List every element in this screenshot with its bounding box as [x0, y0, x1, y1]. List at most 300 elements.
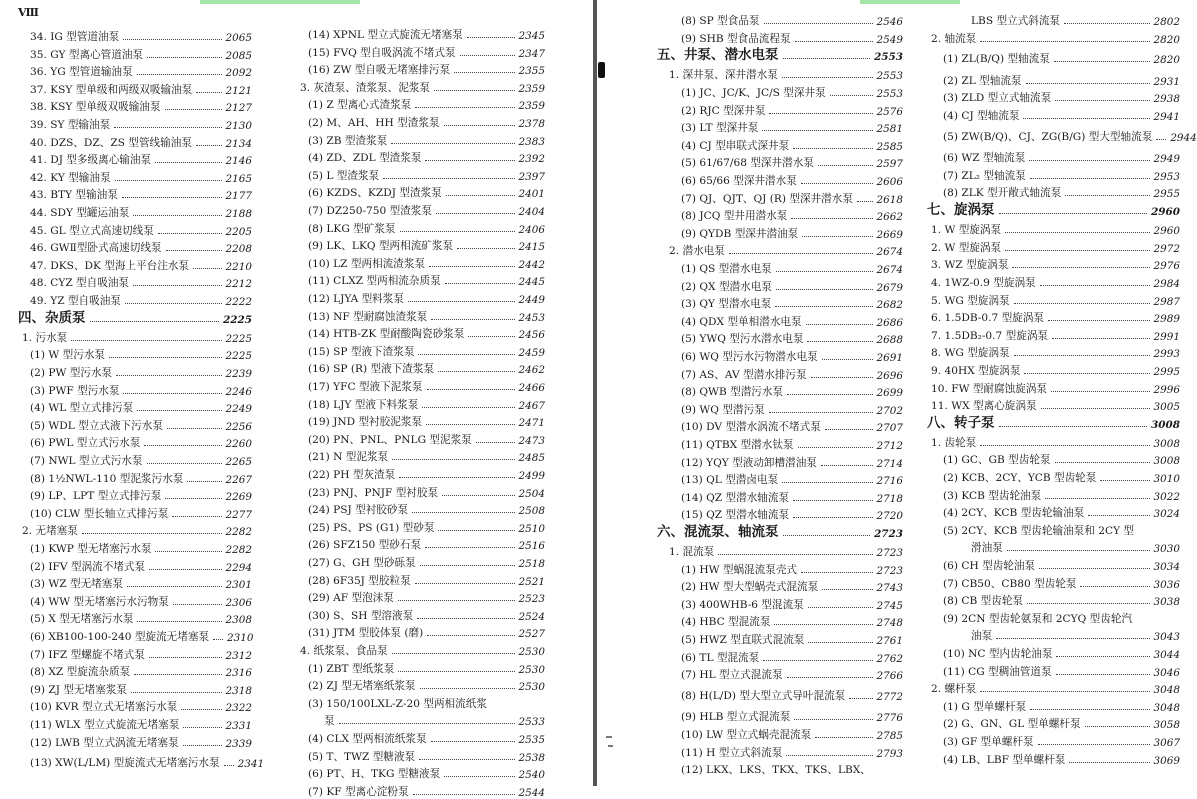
- page-ref: 2459: [518, 346, 545, 359]
- page-ref: 2716: [876, 475, 903, 488]
- page-ref: 2679: [876, 281, 903, 294]
- page-ref: 2225: [223, 313, 252, 326]
- toc-entry: [943, 715, 1180, 731]
- page-ref: 2146: [225, 155, 252, 168]
- entry-title: (9) HLB 型立式混流泵: [681, 711, 791, 724]
- entry-title: 45. GL 型立式高速切线泵: [30, 224, 154, 237]
- page-ref: 2473: [518, 434, 545, 447]
- page-ref: 2269: [225, 491, 252, 504]
- leader-dots: [383, 178, 514, 179]
- toc-entry: [30, 558, 252, 574]
- toc-entry: [30, 28, 252, 44]
- toc-entry: [30, 734, 252, 750]
- leader-dots: [764, 23, 873, 24]
- page-ref: 2553: [874, 51, 903, 64]
- leader-dots: [420, 688, 515, 689]
- entry-title: 4. 纸浆泵、食品泵: [300, 645, 388, 657]
- leader-dots: [769, 412, 873, 413]
- leader-dots: [1056, 674, 1150, 675]
- toc-section: [931, 274, 1180, 290]
- leader-dots: [445, 283, 515, 284]
- toc-entry: [30, 151, 252, 167]
- entry-title: (10) DV 型潜水涡流不堵式泵: [681, 421, 821, 434]
- entry-title: (8) LKG 型矿浆泵: [308, 222, 396, 235]
- leader-dots: [769, 113, 872, 114]
- entry-title: (8) CB 型齿轮泵: [943, 595, 1024, 608]
- toc-entry: [681, 137, 903, 153]
- page-ref: 2282: [225, 526, 252, 539]
- entry-title: 46. GWⅡ型卧式高速切线泵: [30, 242, 162, 255]
- entry-title: 47. DKS、DK 型海上平台注水泵: [30, 259, 189, 272]
- toc-entry: [30, 417, 252, 433]
- leader-dots: [398, 671, 514, 672]
- page-ref: 2065: [225, 32, 252, 44]
- leader-dots: [165, 498, 221, 499]
- entry-title: (4) CLX 型两相流纸浆泵: [308, 733, 427, 745]
- page-ref: 2538: [518, 751, 545, 764]
- toc-entry: [681, 596, 903, 612]
- toc-entry: [30, 222, 252, 238]
- leader-dots: [793, 148, 872, 149]
- page-ref: 2355: [518, 65, 545, 78]
- leader-dots: [1051, 391, 1150, 392]
- leader-dots: [1100, 480, 1149, 481]
- toc-entry: [943, 50, 1180, 66]
- entry-title: 10. FW 型耐腐蚀旋涡泵: [931, 382, 1047, 395]
- leader-dots: [1064, 23, 1150, 24]
- leader-dots: [115, 180, 222, 181]
- entry-title: (5) L 型渣浆泵: [308, 169, 380, 182]
- page-ref: 2134: [225, 137, 252, 150]
- entry-title: 6. 1.5DB-0.7 型旋涡泵: [931, 312, 1044, 325]
- leader-dots: [155, 162, 221, 163]
- toc-chapter: [927, 415, 1180, 431]
- leader-dots: [1039, 568, 1149, 569]
- toc-entry: [308, 501, 545, 517]
- toc-entry: [308, 202, 545, 218]
- leader-dots: [181, 709, 221, 710]
- entry-title: (24) PSJ 型衬胶砂泵: [308, 504, 409, 517]
- page-ref: 2401: [518, 188, 545, 201]
- page-ref: 2533: [518, 716, 545, 729]
- page-ref: 2294: [225, 561, 252, 574]
- leader-dots: [109, 357, 222, 358]
- entry-title: (9) LK、LKQ 型两相流矿浆泵: [308, 240, 454, 253]
- entry-title: 1. 深井泵、深井潜水泵: [669, 69, 778, 82]
- entry-title: (2) M、AH、HH 型渣浆泵: [308, 117, 440, 129]
- toc-entry: [308, 325, 545, 341]
- entry-title: (7) DZ250-750 型渣浆泵: [308, 205, 432, 217]
- page-ref: 2941: [1153, 111, 1180, 123]
- leader-dots: [431, 741, 515, 742]
- page-ref: 2471: [518, 417, 545, 430]
- toc-entry: [30, 382, 252, 398]
- page-ref: 2723: [876, 564, 903, 577]
- toc-entry: [308, 61, 545, 77]
- page-ref: 2306: [225, 596, 252, 609]
- page-ref: 2712: [876, 439, 903, 452]
- entry-title: (4) HBC 型混流泵: [681, 616, 771, 629]
- page-ref: 2456: [518, 329, 545, 342]
- toc-section: [22, 522, 252, 538]
- page-ref: 2310: [227, 631, 254, 644]
- entry-title: (1) Z 型离心式渣浆泵: [308, 99, 412, 112]
- leader-dots: [1048, 320, 1150, 321]
- page-ref: 2249: [225, 403, 252, 416]
- entry-title: 1. W 型旋涡泵: [931, 224, 1002, 237]
- page-ref: 2085: [225, 49, 252, 62]
- leader-dots: [802, 236, 872, 237]
- toc-entry: [943, 557, 1180, 573]
- page-ref: 2546: [876, 16, 903, 28]
- entry-title: (9) LP、LPT 型立式排污泵: [30, 490, 162, 503]
- toc-entry: [971, 12, 1180, 28]
- entry-title: (9) 2CN 型齿轮氨泵和 2CYQ 型齿轮汽: [943, 612, 1133, 625]
- toc-entry: [308, 677, 545, 693]
- leader-dots: [134, 674, 221, 675]
- leader-dots: [808, 607, 873, 608]
- entry-title: (1) JC、JC/K、JC/S 型深井泵: [681, 86, 826, 99]
- toc-entry: [308, 96, 545, 112]
- leader-dots: [454, 72, 514, 73]
- entry-title: (19) JND 型衬胶泥浆泵: [308, 416, 423, 429]
- entry-title: (7) HL 型立式混流泵: [681, 669, 783, 682]
- entry-title: (9) WQ 型潜污泵: [681, 403, 765, 416]
- entry-title: (1) G 型单螺杆泵: [943, 700, 1027, 713]
- page-ref: 2210: [225, 260, 252, 273]
- toc-entry: [308, 765, 545, 781]
- entry-title: LBS 型立式斜流泵: [971, 15, 1061, 27]
- page-ref: 2265: [225, 455, 252, 468]
- toc-entry: [943, 451, 1180, 467]
- entry-title: 11. WX 型离心旋涡泵: [931, 400, 1037, 413]
- toc-entry: [681, 102, 903, 118]
- toc-entry: [681, 761, 903, 777]
- leader-dots: [798, 447, 873, 448]
- page-ref: 2996: [1153, 383, 1180, 396]
- leader-dots: [1045, 498, 1149, 499]
- page-ref: 2301: [225, 579, 252, 592]
- page-ref: 2331: [225, 719, 252, 732]
- toc-entry: [681, 687, 903, 703]
- toc-entry: [943, 89, 1180, 105]
- entry-title: (5) WDL 型立式液下污水泵: [30, 419, 163, 432]
- leader-dots: [427, 389, 515, 390]
- leader-dots: [1080, 586, 1149, 587]
- page-ref: 2714: [876, 457, 903, 470]
- page-ref: 2776: [876, 712, 903, 725]
- toc-entry: [30, 239, 252, 255]
- entry-title: 36. YG 型管道输油泵: [30, 66, 133, 79]
- leader-dots: [1014, 303, 1150, 304]
- leader-dots: [999, 213, 1148, 214]
- leader-dots: [1055, 462, 1150, 463]
- entry-title: 37. KSY 型单级和两级双吸输油泵: [30, 83, 193, 96]
- entry-title: 34. IG 型管道油泵: [30, 31, 120, 43]
- page-ref: 3030: [1153, 543, 1180, 556]
- toc-entry: [308, 748, 545, 764]
- page-ref: 2544: [518, 786, 545, 799]
- toc-entry: [308, 149, 545, 165]
- leader-dots: [114, 127, 221, 128]
- entry-title: (5) 2CY、KCB 型齿轮输油泵和 2CY 型: [943, 524, 1135, 537]
- leader-dots: [165, 109, 222, 110]
- page-ref: 3005: [1153, 401, 1180, 414]
- leader-dots: [996, 638, 1149, 639]
- page-ref: 2530: [518, 663, 545, 676]
- entry-title: (10) LZ 型两相流渣浆泵: [308, 257, 426, 270]
- toc-entry: [308, 255, 545, 271]
- leader-dots: [1030, 709, 1149, 710]
- toc-entry: [30, 46, 252, 62]
- toc-entry: [30, 505, 252, 521]
- right-page: [597, 0, 1197, 786]
- page-ref: 2282: [225, 543, 252, 556]
- entry-title: (4) 2CY、KCB 型齿轮输油泵: [943, 507, 1085, 520]
- page-ref: 2696: [876, 369, 903, 382]
- toc-entry: [681, 649, 903, 665]
- left-page: [0, 0, 593, 799]
- leader-dots: [980, 445, 1149, 446]
- leader-dots: [400, 231, 515, 232]
- leader-dots: [1052, 338, 1150, 339]
- entry-title: (1) KWP 型无堵塞污水泵: [30, 542, 152, 555]
- toc-entry: [681, 489, 903, 505]
- entry-title: (16) ZW 型自吸无堵塞排污泵: [308, 64, 451, 77]
- entry-title: (2) QX 型潜水电泵: [681, 280, 772, 293]
- page-ref: 2530: [518, 681, 545, 694]
- page-ref: 3008: [1151, 418, 1180, 431]
- leader-dots: [795, 41, 873, 42]
- entry-title: (6) WQ 型污水污物潜水电泵: [681, 350, 818, 363]
- entry-title: (3) GF 型单螺杆泵: [943, 736, 1034, 748]
- leader-dots: [425, 547, 515, 548]
- toc-entry: [943, 575, 1180, 591]
- page-ref: 2718: [876, 492, 903, 505]
- toc-entry: [308, 220, 545, 236]
- page-ref: 2277: [225, 508, 252, 521]
- toc-section: [931, 680, 1180, 696]
- page-ref: 2406: [518, 223, 545, 236]
- page-ref: 2392: [518, 153, 545, 166]
- entry-title: (1) W 型污水泵: [30, 349, 106, 362]
- leader-dots: [1040, 285, 1150, 286]
- leader-dots: [137, 74, 222, 75]
- leader-dots: [783, 58, 871, 59]
- leader-dots: [415, 107, 514, 108]
- entry-title: 3. 灰渣泵、渣浆泵、泥浆泵: [300, 81, 431, 94]
- entry-title: 48. CYZ 型自吸油泵: [30, 277, 130, 290]
- entry-title: (8) QWB 型潜污水泵: [681, 386, 784, 399]
- entry-title: (6) CH 型齿轮油泵: [943, 560, 1036, 572]
- page-ref: 2359: [518, 100, 545, 113]
- entry-title: (11) CG 型稠油管道泵: [943, 665, 1052, 678]
- entry-title: (12) YQY 型液动卸槽潜油泵: [681, 456, 817, 469]
- toc-entry: [308, 132, 545, 148]
- toc-entry: [681, 631, 903, 647]
- toc-entry: [943, 645, 1180, 661]
- page-ref: 2995: [1153, 365, 1180, 378]
- page-ref: 2745: [876, 599, 903, 612]
- entry-title: (3) 150/100LXL-Z-20 型两相流纸浆: [308, 697, 487, 710]
- entry-title: (7) ZL₂ 型轴流泵: [943, 169, 1026, 182]
- toc-entry: [30, 434, 252, 450]
- leader-dots: [224, 765, 234, 766]
- entry-title: (7) KF 型离心淀粉泵: [308, 785, 409, 798]
- leader-dots: [167, 428, 222, 429]
- page-ref: 2949: [1153, 153, 1180, 166]
- entry-title: (13) QL 型潜卤电泵: [681, 474, 779, 487]
- toc-entry: [30, 364, 252, 380]
- entry-title: (6) WZ 型轴流泵: [943, 152, 1026, 165]
- entry-title: 49. YZ 型自吸油泵: [30, 295, 121, 307]
- page-ref: 2383: [518, 135, 545, 148]
- toc-section: [669, 242, 903, 258]
- leader-dots: [1030, 178, 1150, 179]
- toc-section: [931, 256, 1180, 272]
- entry-title: (2) KCB、2CY、YCB 型齿轮泵: [943, 472, 1097, 484]
- page-ref: 2453: [518, 311, 545, 324]
- entry-title: (11) QTBX 型潜水钛泵: [681, 438, 794, 451]
- entry-title: (14) XPNL 型立式旋流无堵塞泵: [308, 29, 463, 41]
- toc-entry: [308, 448, 545, 464]
- page-ref: 2208: [225, 243, 252, 256]
- leader-dots: [133, 215, 221, 216]
- toc-entry: [30, 81, 252, 97]
- leader-dots: [822, 359, 873, 360]
- leader-dots: [131, 692, 222, 693]
- entry-title: (7) NWL 型立式污水泵: [30, 454, 143, 467]
- toc-entry: [943, 504, 1180, 520]
- leader-dots: [1007, 550, 1150, 551]
- page-ref: 2720: [876, 510, 903, 523]
- entry-title: (16) SP (R) 型液下渣浆泵: [308, 363, 435, 376]
- page-ref: 2802: [1153, 16, 1180, 28]
- entry-title: (5) 61/67/68 型深井潜水泵: [681, 157, 814, 170]
- page-ref: 2222: [225, 296, 252, 308]
- toc-entry: [971, 539, 1180, 555]
- page-ref: 2308: [225, 614, 252, 627]
- page-ref: 2674: [876, 246, 903, 259]
- toc-entry: [30, 257, 252, 273]
- leader-dots: [476, 442, 515, 443]
- entry-title: (2) G、GN、GL 型单螺杆泵: [943, 718, 1081, 731]
- entry-title: (4) CJ 型轴流泵: [943, 110, 1020, 122]
- entry-title: (15) SP 型液下渣浆泵: [308, 345, 415, 358]
- toc-entry: [943, 610, 1180, 626]
- entry-title: 2. 螺杆泵: [931, 683, 977, 696]
- leader-dots: [460, 55, 515, 56]
- page-ref: 3022: [1153, 490, 1180, 503]
- leader-dots: [442, 495, 514, 496]
- toc-section: [931, 221, 1180, 237]
- toc-entry: [308, 396, 545, 412]
- toc-entry: [308, 378, 545, 394]
- entry-title: 39. SY 型输油泵: [30, 119, 111, 131]
- leader-dots: [1156, 139, 1166, 140]
- toc-entry: [30, 610, 252, 626]
- page-ref: 2127: [225, 102, 252, 115]
- leader-dots: [444, 125, 515, 126]
- entry-title: (3) KCB 型齿轮油泵: [943, 489, 1042, 502]
- toc-entry: [681, 708, 903, 724]
- page-ref: 2359: [518, 82, 545, 95]
- toc-entry: [308, 360, 545, 376]
- entry-title: (26) SFZ150 型砂石泵: [308, 539, 422, 552]
- entry-title: (5) YWQ 型污水潜水电泵: [681, 333, 804, 346]
- toc-entry: [681, 436, 903, 452]
- entry-title: (6) XB100-100-240 型旋流无堵塞泵: [30, 630, 210, 643]
- page-ref: 3036: [1153, 578, 1180, 591]
- page-ref: 2267: [225, 473, 252, 486]
- toc-entry: [943, 733, 1180, 749]
- page-ref: 2707: [876, 422, 903, 435]
- page-ref: 2682: [876, 299, 903, 312]
- toc-entry: [30, 169, 252, 185]
- leader-dots: [776, 289, 873, 290]
- entry-title: (9) QYDB 型深井潜油泵: [681, 227, 799, 240]
- toc-entry: [308, 554, 545, 570]
- toc-entry: [308, 624, 545, 640]
- entry-title: (29) AF 型泡沫泵: [308, 592, 394, 605]
- entry-title: (6) PWL 型立式污水泵: [30, 437, 141, 450]
- toc-entry: [943, 487, 1180, 503]
- leader-dots: [431, 319, 514, 320]
- entry-title: (10) LW 型立式蜗壳混流泵: [681, 729, 812, 741]
- page-ref: 2793: [876, 747, 903, 760]
- leader-dots: [446, 195, 515, 196]
- page-ref: 2205: [225, 225, 252, 238]
- leader-dots: [399, 477, 514, 478]
- page-ref: 3034: [1153, 561, 1180, 573]
- page-ref: 2618: [876, 193, 903, 206]
- leader-dots: [1085, 726, 1150, 727]
- entry-title: 八、转子泵: [927, 414, 995, 431]
- leader-dots: [857, 201, 873, 202]
- entry-title: 7. 1.5DB₂-0.7 型旋涡泵: [931, 329, 1049, 342]
- toc-entry: [681, 119, 903, 135]
- toc-entry: [30, 116, 252, 132]
- page-ref: 2485: [518, 452, 545, 465]
- page-number: Ⅷ: [18, 6, 38, 19]
- toc-section: [931, 362, 1180, 378]
- page-ref: 2260: [225, 438, 252, 451]
- leader-dots: [144, 445, 221, 446]
- entry-title: (5) X 型无堵塞污水泵: [30, 613, 134, 626]
- page-ref: 2723: [874, 527, 903, 540]
- toc-entry: [681, 613, 903, 629]
- entry-title: (15) QZ 型潜水轴流泵: [681, 509, 790, 522]
- page-ref: 2540: [518, 769, 545, 782]
- leader-dots: [429, 266, 515, 267]
- entry-title: (8) H(L/D) 型大型立式导叶混流泵: [681, 689, 846, 702]
- leader-dots: [116, 375, 221, 376]
- entry-title: (30) S、SH 型溶液泵: [308, 609, 414, 622]
- leader-dots: [1038, 744, 1150, 745]
- entry-title: (8) XZ 型旋流杂质泵: [30, 666, 131, 679]
- toc-entry: [943, 663, 1180, 679]
- page-ref: 2762: [876, 652, 903, 665]
- leader-dots: [436, 213, 515, 214]
- toc-section: [931, 434, 1180, 450]
- entry-title: (14) HTB-ZK 型耐酸陶瓷砂浆泵: [308, 328, 465, 341]
- entry-title: (8) 1½NWL-110 型泥浆污水泵: [30, 472, 184, 485]
- entry-title: 3. WZ 型旋涡泵: [931, 259, 1009, 272]
- leader-dots: [1005, 232, 1149, 233]
- toc-section: [931, 380, 1180, 396]
- toc-entry: [681, 383, 903, 399]
- page-ref: 2585: [876, 140, 903, 153]
